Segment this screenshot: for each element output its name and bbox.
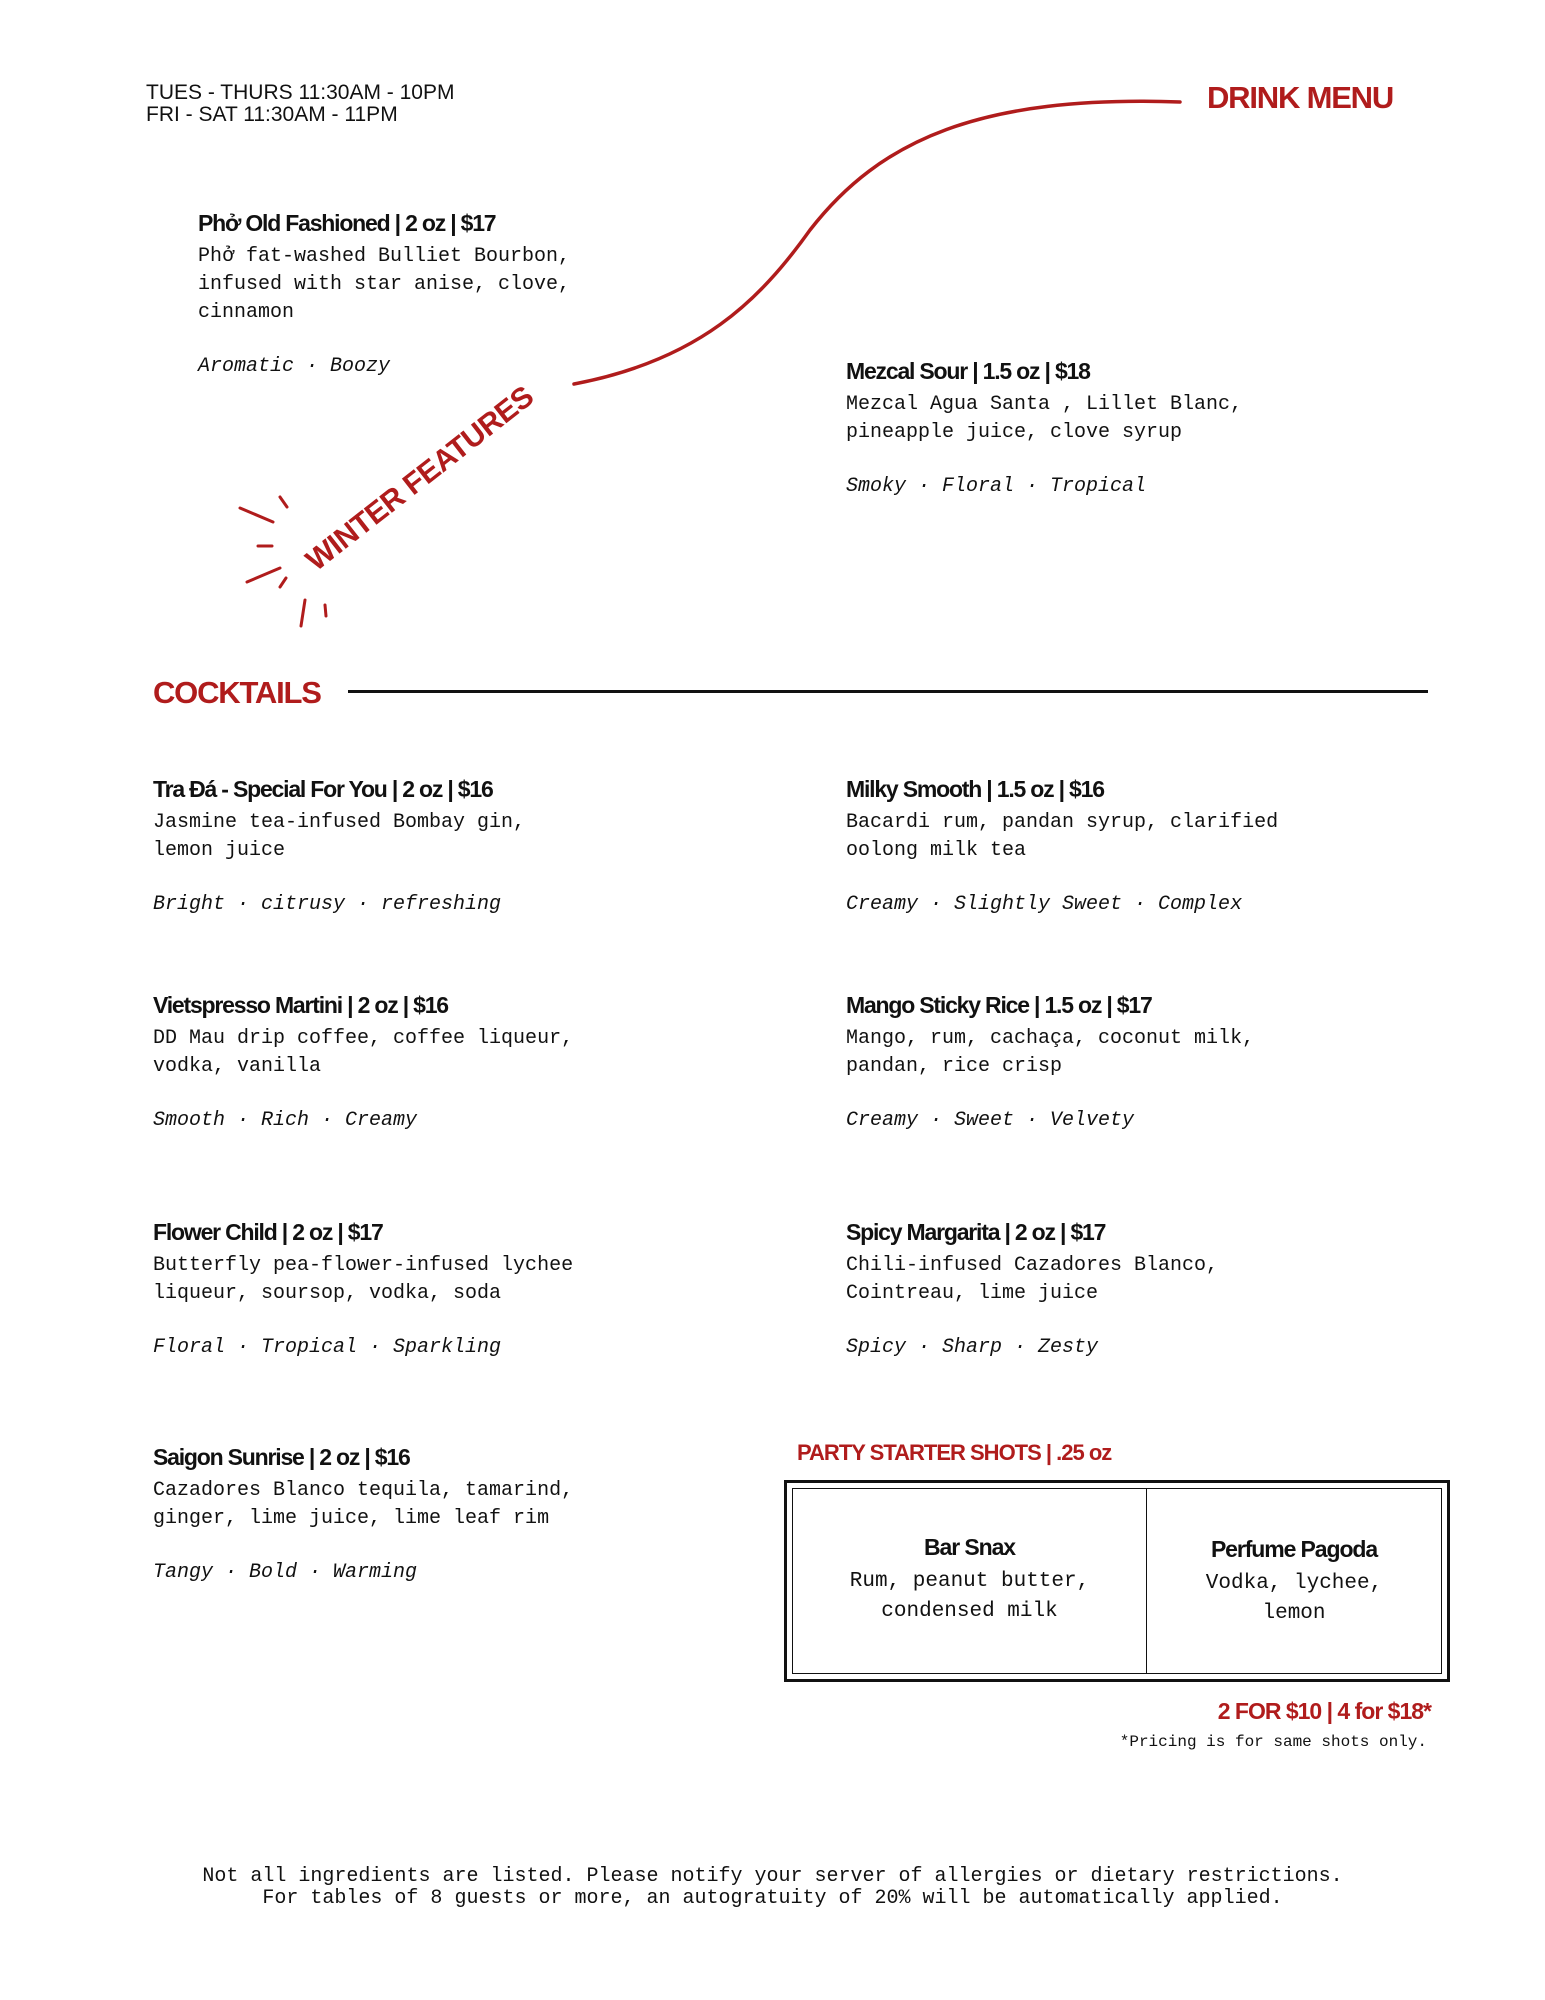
shot-item [797, 1483, 1142, 1679]
item-description: Phở fat-washed Bulliet Bourbon, infused with star anise, clove, cinnamon [198, 245, 571, 324]
shots-pricing-note: *Pricing is for same shots only. [1119, 1733, 1427, 1751]
shots-box [784, 1480, 1450, 1682]
item-notes: Smoky · Floral · Tropical [846, 475, 1147, 498]
item-title: Phở Old Fashioned | 2 oz | $17 [198, 210, 496, 236]
swoosh-curve [574, 101, 1180, 384]
footer-gratuity-note: For tables of 8 guests or more, an autogratuity of 20% will be automatically applied. [262, 1887, 1283, 1910]
cocktail-item [153, 1219, 573, 1359]
item-title: Saigon Sunrise | 2 oz | $16 [153, 1444, 410, 1470]
cocktail-item [846, 992, 1254, 1132]
shot-name: Perfume Pagoda [1210, 1536, 1378, 1562]
item-title: Mezcal Sour | 1.5 oz | $18 [846, 358, 1090, 384]
item-description: DD Mau drip coffee, coffee liqueur, vodka, vanilla [153, 1027, 574, 1078]
item-notes: Aromatic · Boozy [198, 355, 391, 378]
cocktail-item [846, 776, 1278, 916]
item-description: Butterfly pea-flower-infused lychee liqueur, soursop, vodka, soda [153, 1254, 574, 1305]
shot-description: Rum, peanut butter, condensed milk [849, 1570, 1090, 1623]
shots-heading: PARTY STARTER SHOTS | .25 oz [797, 1440, 1112, 1465]
cocktail-item [153, 1444, 573, 1584]
item-title: Flower Child | 2 oz | $17 [153, 1219, 383, 1245]
item-notes: Bright · citrusy · refreshing [153, 893, 502, 916]
cocktail-item [153, 992, 573, 1132]
feature-item [198, 210, 570, 378]
shots-pricing: 2 FOR $10 | 4 for $18* [1217, 1698, 1431, 1724]
item-notes: Creamy · Sweet · Velvety [846, 1109, 1135, 1132]
item-description: Mango, rum, cachaça, coconut milk, pandan, rice crisp [846, 1027, 1255, 1078]
footer-allergy-note: Not all ingredients are listed. Please notify your server of allergies or dietary restrictions. [202, 1865, 1343, 1888]
shots-divider [1146, 1488, 1147, 1674]
item-description: Bacardi rum, pandan syrup, clarified oolong milk tea [846, 811, 1279, 862]
shot-description: Vodka, lychee, lemon [1205, 1572, 1383, 1625]
shot-name: Bar Snax [924, 1534, 1015, 1560]
item-title: Mango Sticky Rice | 1.5 oz | $17 [846, 992, 1152, 1018]
item-title: Spicy Margarita | 2 oz | $17 [846, 1219, 1106, 1245]
item-notes: Creamy · Slightly Sweet · Complex [846, 893, 1243, 916]
cocktail-item [153, 776, 525, 916]
cocktails-heading: COCKTAILS [153, 675, 321, 710]
item-title: Vietspresso Martini | 2 oz | $16 [153, 992, 448, 1018]
shot-item [1149, 1483, 1439, 1679]
hours-weekday: TUES - THURS 11:30AM - 10PM [146, 81, 455, 104]
item-description: Chili-infused Cazadores Blanco, Cointreau, lime juice [846, 1254, 1219, 1305]
item-notes: Smooth · Rich · Creamy [153, 1109, 418, 1132]
cocktail-item [846, 1219, 1218, 1359]
hours-weekend: FRI - SAT 11:30AM - 11PM [146, 103, 398, 126]
item-description: Jasmine tea-infused Bombay gin, lemon juice [153, 811, 526, 862]
feature-item [846, 358, 1242, 498]
item-title: Milky Smooth | 1.5 oz | $16 [846, 776, 1104, 802]
item-description: Mezcal Agua Santa , Lillet Blanc, pineapple juice, clove syrup [846, 393, 1243, 444]
item-title: Tra Đá - Special For You | 2 oz | $16 [153, 776, 493, 802]
item-notes: Spicy · Sharp · Zesty [846, 1336, 1099, 1359]
menu-title: DRINK MENU [1207, 80, 1394, 115]
item-notes: Tangy · Bold · Warming [153, 1561, 418, 1584]
cocktails-divider [348, 690, 1428, 693]
item-description: Cazadores Blanco tequila, tamarind, ginger, lime juice, lime leaf rim [153, 1479, 574, 1530]
winter-features-label: WINTER FEATURES [299, 379, 540, 578]
footer [0, 1866, 1545, 1910]
item-notes: Floral · Tropical · Sparkling [153, 1336, 502, 1359]
